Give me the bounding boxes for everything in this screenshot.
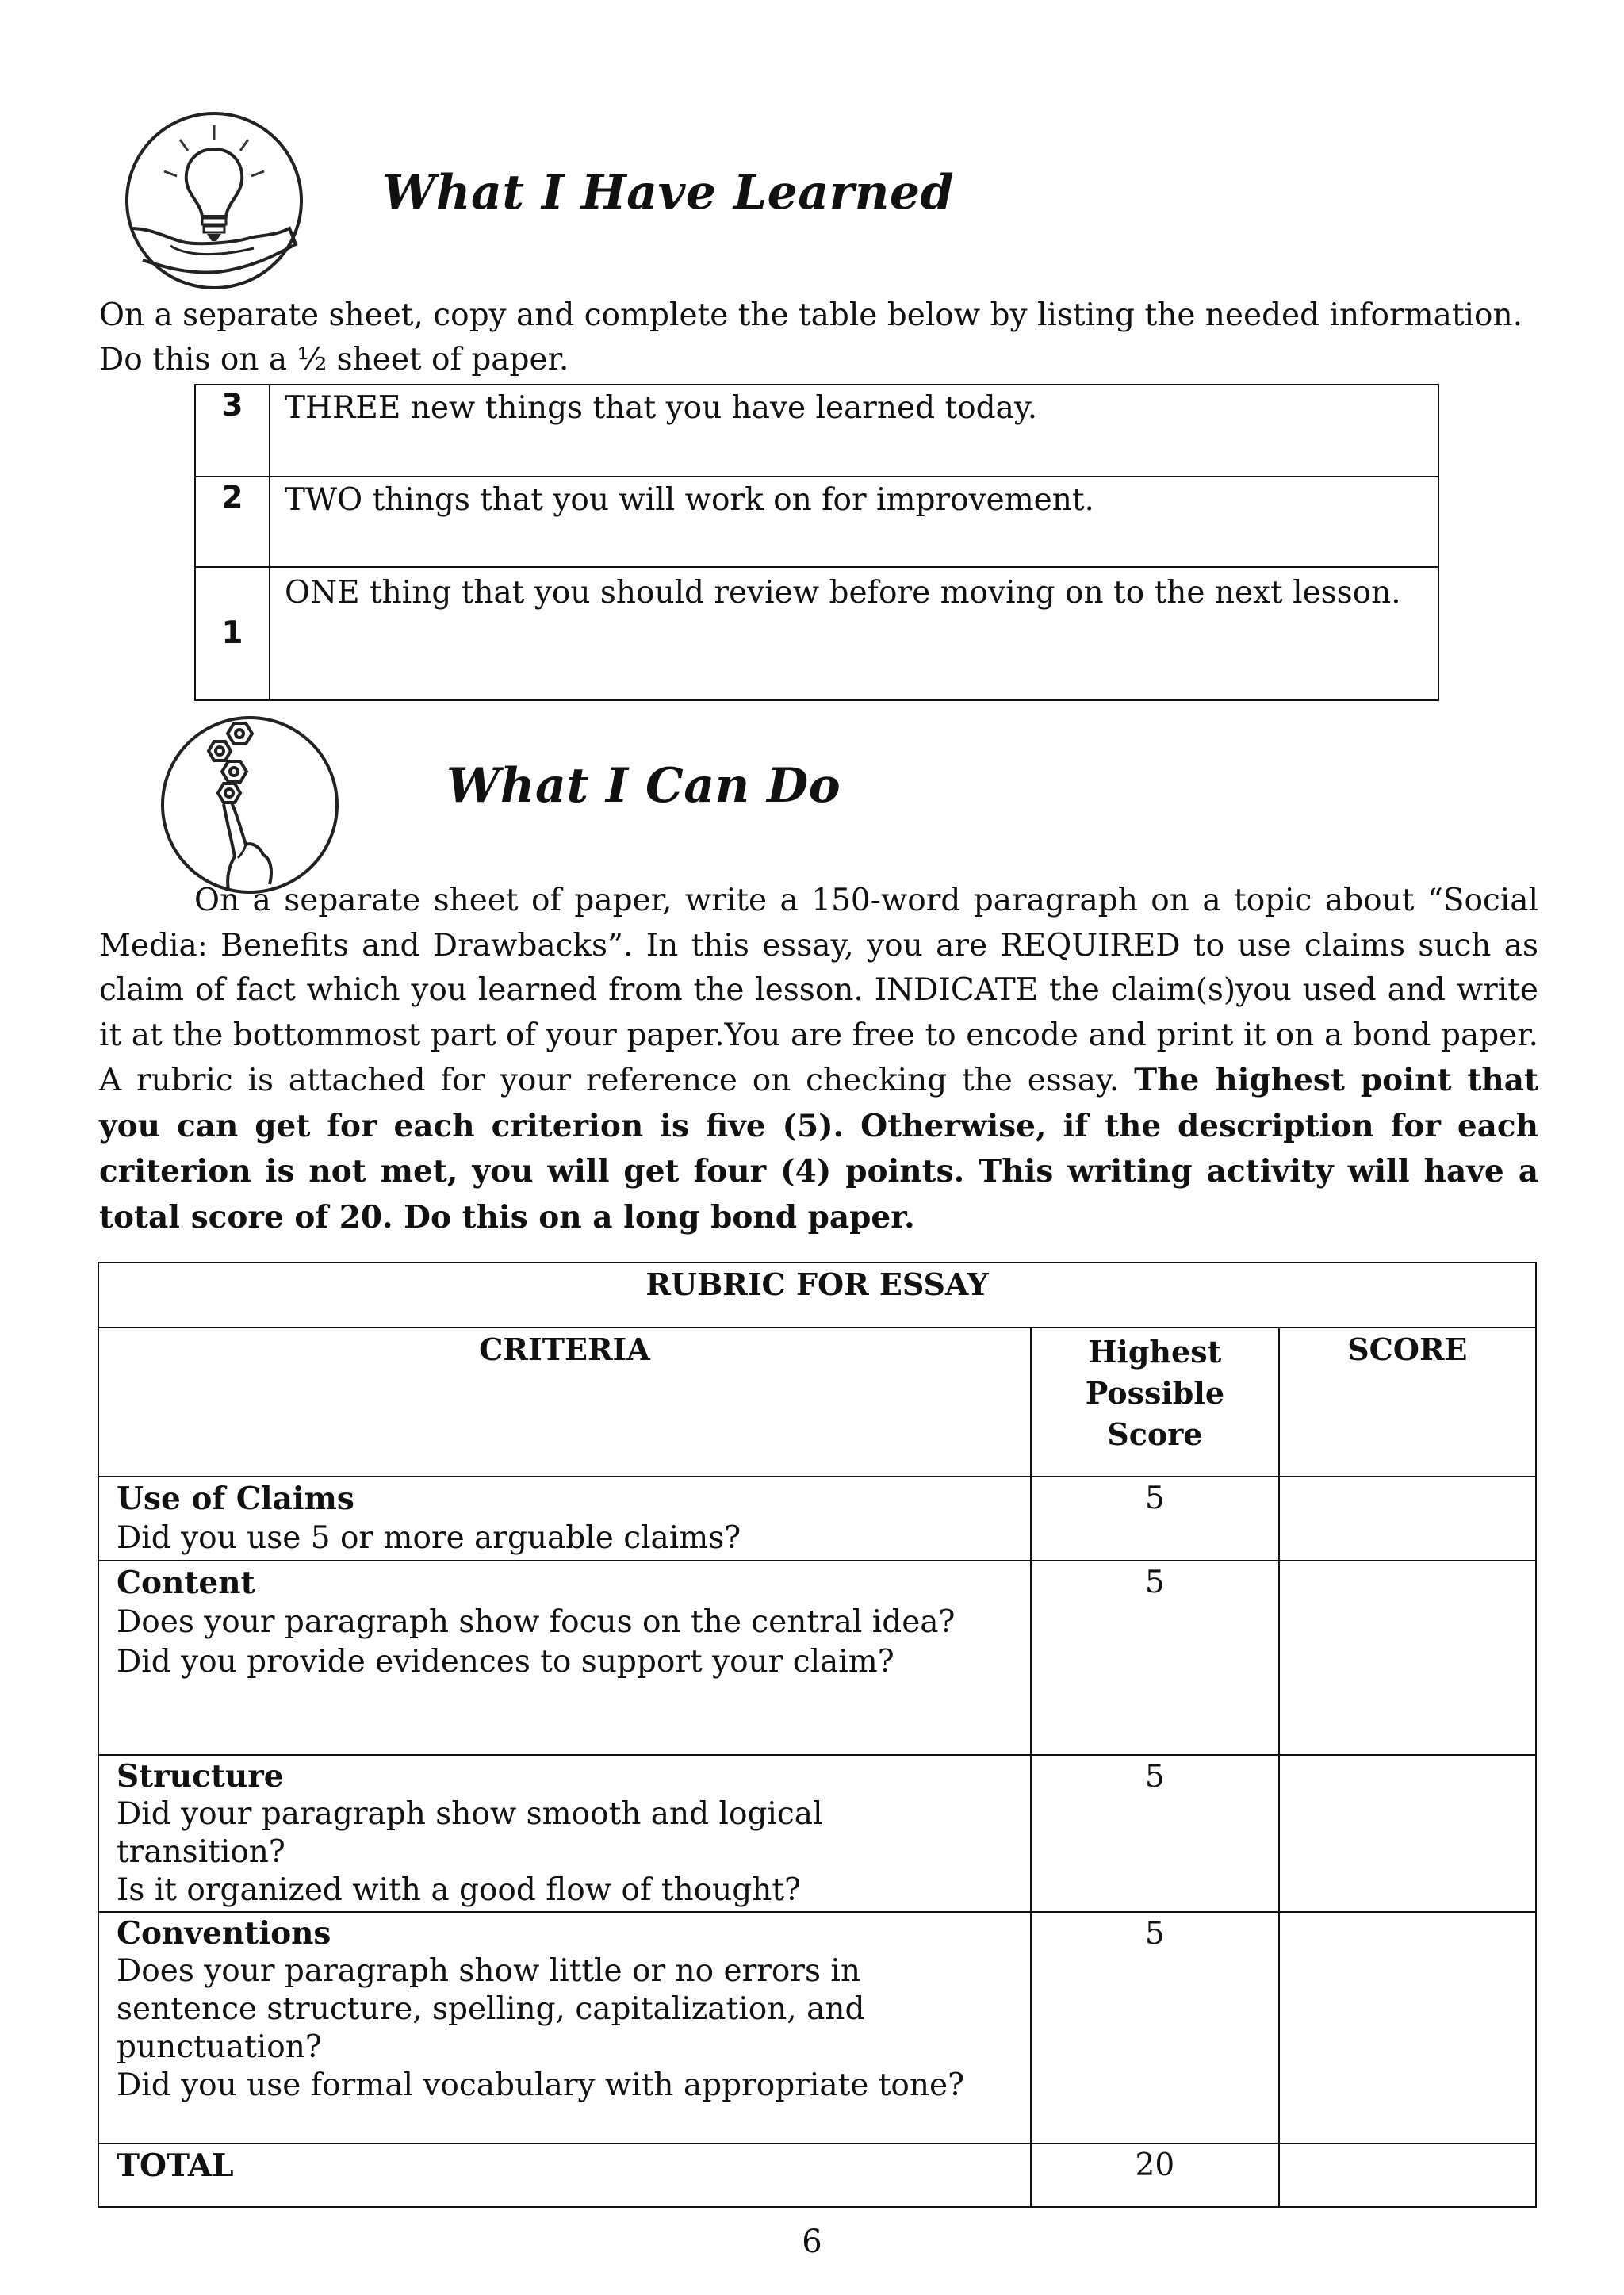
- header-score: SCORE: [1279, 1328, 1536, 1477]
- total-label: TOTAL: [98, 2144, 1031, 2207]
- section-title-what-i-have-learned: What I Have Learned: [382, 165, 955, 220]
- activity-text: [99, 879, 1538, 1240]
- criterion-cell: [98, 1755, 1031, 1912]
- rubric-title: RUBRIC FOR ESSAY: [98, 1262, 1536, 1328]
- header-highest-possible-score: Highest Possible Score: [1031, 1328, 1279, 1477]
- criterion-title: Use of Claims: [117, 1481, 354, 1517]
- header-criteria: CRITERIA: [98, 1328, 1031, 1477]
- section-title-what-i-can-do: What I Can Do: [446, 758, 841, 814]
- criterion-line: Did you use 5 or more arguable claims?: [117, 1520, 741, 1556]
- criterion-line: Is it organized with a good flow of thought?: [117, 1872, 801, 1908]
- table-row: [98, 1477, 1536, 1561]
- activity-text-normal: On a separate sheet of paper, write a 150-word paragraph on a topic about “Social Media: Benefits and Drawbacks”. In this essay, you are REQUIRED to use claims such as claim of fact which you learned from the lesson. INDICATE the claim(s)you used and write it at the bottommost part of your paper.You are free to encode and print it on a bond paper. A rubric is attached for your reference on checking the essay.: [99, 883, 1538, 1098]
- criterion-points: 5: [1031, 1561, 1279, 1755]
- row-text: TWO things that you will work on for improvement.: [270, 477, 1438, 567]
- activity-text-bold: The highest point that you can get for each criterion is five (5). Otherwise, if the description for each criterion is not met, you will get four (4) points. This writing activity will have a total score of 20. Do this on a long bond paper.: [99, 1062, 1539, 1236]
- criterion-cell: [98, 1561, 1031, 1755]
- table-row: [195, 567, 1438, 700]
- criterion-points: 5: [1031, 1477, 1279, 1561]
- row-text: THREE new things that you have learned today.: [270, 385, 1438, 477]
- total-score-cell: [1279, 2144, 1536, 2207]
- three-two-one-table: [194, 384, 1439, 701]
- criterion-line: Does your paragraph show little or no errors in sentence structure, spelling, capitalization, and punctuation?: [117, 1953, 865, 2065]
- row-text: ONE thing that you should review before moving on to the next lesson.: [270, 567, 1438, 700]
- total-points: 20: [1031, 2144, 1279, 2207]
- table-row: [195, 385, 1438, 477]
- rubric-header-row: [98, 1328, 1536, 1477]
- row-number: 2: [195, 477, 270, 567]
- instructions-paragraph: [99, 293, 1538, 382]
- criterion-title: Conventions: [117, 1915, 331, 1952]
- instructions-text: On a separate sheet, copy and complete the table below by listing the needed information. Do this on a ½ sheet of paper.: [99, 297, 1523, 377]
- table-row: [98, 1912, 1536, 2144]
- rubric-title-row: [98, 1262, 1536, 1328]
- score-cell: [1279, 1912, 1536, 2144]
- criterion-points: 5: [1031, 1755, 1279, 1912]
- score-cell: [1279, 1561, 1536, 1755]
- table-row: [195, 477, 1438, 567]
- criterion-cell: [98, 1912, 1031, 2144]
- row-number: 1: [195, 567, 270, 700]
- criterion-line: Did your paragraph show smooth and logical transition?: [117, 1796, 823, 1870]
- score-cell: [1279, 1755, 1536, 1912]
- criterion-title: Structure: [117, 1758, 284, 1795]
- total-row: [98, 2144, 1536, 2207]
- page-number: 6: [802, 2224, 822, 2260]
- rubric-table: [98, 1262, 1537, 2208]
- score-cell: [1279, 1477, 1536, 1561]
- criterion-title: Content: [117, 1565, 255, 1601]
- criterion-line: Does your paragraph show focus on the central idea?: [117, 1604, 956, 1640]
- criterion-line: Did you provide evidences to support your claim?: [117, 1644, 894, 1680]
- lightbulb-hand-icon: [123, 109, 305, 292]
- criterion-points: 5: [1031, 1912, 1279, 2144]
- gears-hand-icon: [159, 714, 341, 896]
- table-row: [98, 1561, 1536, 1755]
- criterion-line: Did you use formal vocabulary with appropriate tone?: [117, 2067, 964, 2103]
- criterion-cell: [98, 1477, 1031, 1561]
- activity-paragraph: [99, 879, 1538, 1240]
- table-row: [98, 1755, 1536, 1912]
- row-number: 3: [195, 385, 270, 477]
